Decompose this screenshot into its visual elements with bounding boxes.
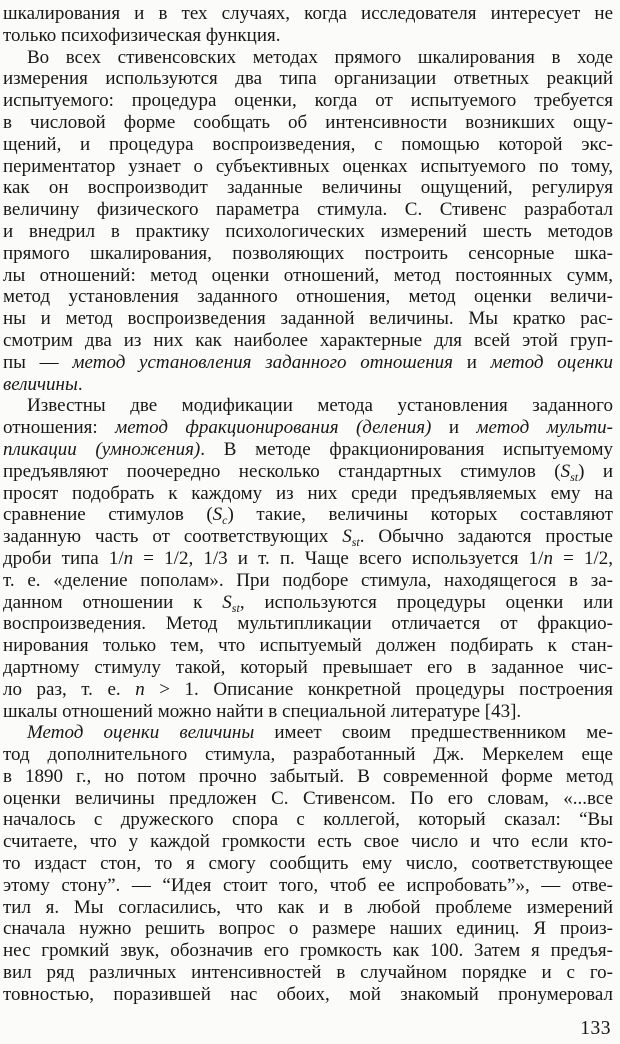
- body-text: измерения используются два типа организации ответных реакций: [3, 68, 613, 90]
- body-text: шкалы отношений можно найти в специальной литературе [43].: [3, 700, 522, 722]
- paragraph-1: [3, 3, 613, 47]
- text-line: [3, 788, 613, 810]
- italic-text: метод мульти-: [476, 417, 613, 439]
- text-line: [3, 831, 613, 853]
- text-line: [3, 918, 613, 940]
- italic-text: S: [212, 504, 223, 526]
- text-line: [3, 526, 613, 548]
- text-line: [3, 90, 613, 112]
- body-text: сначала нужно решить вопрос о размере наших единиц. Я произ-: [3, 918, 613, 940]
- body-text: только психофизическая функция.: [3, 24, 281, 46]
- italic-text: n: [123, 547, 134, 569]
- italic-text: n: [135, 678, 145, 700]
- body-text: щений, и процедура воспроизведения, с помощью которой экс-: [3, 133, 613, 155]
- body-text: смотрим два из них как наиболее характерные для всей этой груп-: [3, 329, 613, 351]
- text-line: [3, 853, 613, 875]
- subscript-text: st: [231, 600, 240, 614]
- page-number: 133: [580, 1018, 611, 1039]
- text-line: [3, 221, 613, 243]
- body-text: прямого шкалирования, позволяющих построить сенсорные шка-: [3, 242, 613, 264]
- body-text: и внедрил в практику психологических измерений шесть методов: [3, 220, 613, 242]
- body-text: вил ряд различных интенсивностей в случайном порядке и с го-: [3, 962, 613, 984]
- body-text: этому стону”. — “Идея стоит того, чтоб ее испробовать”», — отве-: [3, 874, 613, 896]
- body-text: шкалирования и в тех случаях, когда исследователя интересует не: [3, 3, 613, 24]
- text-line: [3, 940, 613, 962]
- body-text: = 1/2,: [552, 547, 613, 569]
- text-line: [3, 897, 613, 919]
- text-line: [3, 134, 613, 156]
- body-text: сравнение стимулов (: [3, 504, 213, 526]
- text-line: [3, 635, 613, 657]
- text-line: [3, 286, 613, 308]
- text-line: [3, 875, 613, 897]
- body-text: нес громкий звук, обозначив его громкость как 100. Затем я предъя-: [3, 940, 613, 962]
- paragraph-3: [3, 395, 613, 722]
- body-text: дартному стимулу такой, который превышает его в заданное чис-: [3, 656, 613, 678]
- body-text: предъявляют поочередно несколько стандартных стимулов (: [3, 460, 561, 482]
- italic-text: S: [342, 526, 352, 548]
- paragraph-4: [3, 722, 613, 1005]
- body-text: заданную часть от соответствующих: [3, 526, 343, 548]
- text-line: [3, 243, 613, 265]
- body-text: дроби типа 1/: [3, 547, 124, 569]
- text-line: [3, 417, 613, 439]
- body-text: пы —: [3, 351, 73, 373]
- body-text: нирования только тем, что испытуемый должен подбирать к стан-: [3, 635, 613, 657]
- text-line: [3, 483, 613, 505]
- body-text: .: [77, 373, 83, 395]
- body-text: как он воспроизводит заданные величины ощущений, регулируя: [3, 177, 613, 199]
- text-line: [3, 177, 613, 199]
- text-line: [3, 962, 613, 984]
- body-text: . В методе фракционирования испытуемому: [200, 438, 613, 460]
- body-text: в числовой форме сообщать об интенсивности возникших ощу-: [3, 111, 613, 133]
- subscript-text: st: [351, 535, 360, 548]
- text-line: [3, 112, 613, 134]
- text-line: [3, 68, 613, 90]
- paragraph-2: [3, 47, 613, 396]
- body-text: и: [452, 351, 491, 373]
- text-line: [3, 308, 613, 330]
- text-line: [3, 265, 613, 287]
- italic-text: пликации (умножения): [3, 438, 201, 460]
- text-line: [3, 679, 613, 701]
- italic-text: S: [560, 460, 571, 482]
- text-line: [3, 156, 613, 178]
- italic-text: величины: [3, 373, 78, 395]
- text-line: [3, 766, 613, 788]
- body-text: воспроизведения. Метод мультипликации отличается от фракцио-: [3, 613, 613, 635]
- text-line: [3, 592, 613, 614]
- italic-text: Метод оценки величины: [27, 722, 255, 744]
- body-text: = 1/2, 1/3 и т. п. Чаще всего используется 1/: [133, 547, 544, 569]
- body-text: тил я. Мы согласились, что как и в любой проблеме измерений: [3, 896, 613, 918]
- body-text: данном отношении к: [3, 591, 223, 613]
- body-text: ло раз, т. е.: [3, 678, 136, 700]
- text-line: [3, 25, 613, 47]
- body-text: считаете, что у каждой громкости есть свое число и что если кто-: [3, 831, 613, 853]
- body-text: отношения:: [3, 417, 116, 439]
- body-text: величину физического параметра стимула. С. Стивенс разработал: [3, 199, 613, 221]
- text-line: [3, 809, 613, 831]
- text-line: [3, 744, 613, 766]
- body-text: периментатор узнает о субъективных оценках испытуемого по тому,: [3, 155, 613, 177]
- italic-text: метод оценки: [490, 351, 613, 373]
- body-text: Во всех стивенсовских методах прямого шкалирования в ходе: [27, 46, 613, 68]
- text-line: [3, 984, 613, 1006]
- text-line: [3, 504, 613, 526]
- body-text: ) такие, величины которых составляют: [227, 504, 613, 526]
- text-line: [3, 613, 613, 635]
- page-text: [3, 3, 613, 1006]
- body-text: просят подобрать к каждому из них среди предъявляемых ему на: [3, 482, 613, 504]
- subscript-text: c: [222, 513, 228, 527]
- body-text: Известны две модификации метода установления заданного: [27, 395, 613, 417]
- italic-text: n: [543, 547, 553, 569]
- body-text: имеет своим предшественником ме-: [254, 722, 613, 744]
- body-text: . Обычно задаются простые: [359, 526, 613, 548]
- body-text: испытуемого: процедура оценки, когда от испытуемого требуется: [3, 90, 613, 112]
- body-text: и: [431, 417, 477, 439]
- text-line: [3, 570, 613, 592]
- text-line: [3, 374, 613, 396]
- text-line: [3, 330, 613, 352]
- italic-text: метод установления заданного отношения: [72, 351, 453, 373]
- text-line: [3, 199, 613, 221]
- text-line: [3, 47, 613, 69]
- body-text: то издаст стон, то я смогу сообщить ему число, соответствующее: [3, 853, 613, 875]
- body-text: > 1. Описание конкретной процедуры построения: [144, 678, 613, 700]
- text-line: [3, 461, 613, 483]
- text-line: [3, 657, 613, 679]
- body-text: тод дополнительного стимула, разработанный Дж. Меркелем еще: [3, 744, 613, 766]
- body-text: ны и метод воспроизведения заданной величины. Мы кратко рас-: [3, 308, 613, 330]
- subscript-text: st: [570, 469, 579, 483]
- body-text: лы отношений: метод оценки отношений, метод постоянных сумм,: [3, 264, 613, 286]
- text-line: [3, 548, 613, 570]
- body-text: началось с дружеского спора с коллегой, который сказал: “Вы: [3, 809, 613, 831]
- body-text: т. е. «деление пополам». При подборе стимула, находящегося в за-: [3, 569, 613, 591]
- text-line: [3, 3, 613, 25]
- body-text: товностью, поразившей нас обоих, мой знакомый пронумеровал: [3, 983, 613, 1005]
- text-line: [3, 352, 613, 374]
- text-line: [3, 722, 613, 744]
- text-line: [3, 395, 613, 417]
- italic-text: S: [222, 591, 232, 613]
- body-text: ) и: [578, 460, 613, 482]
- body-text: метод установления заданного отношения, метод оценки величи-: [3, 286, 613, 308]
- italic-text: метод фракционирования (деления): [115, 417, 432, 439]
- body-text: в 1890 г., но потом прочно забытый. В современной форме метод: [3, 765, 613, 787]
- text-line: [3, 701, 613, 723]
- text-line: [3, 439, 613, 461]
- body-text: , используются процедуры оценки или: [239, 591, 613, 613]
- body-text: оценки величины предложен С. Стивенсом. По его словам, «...все: [3, 787, 613, 809]
